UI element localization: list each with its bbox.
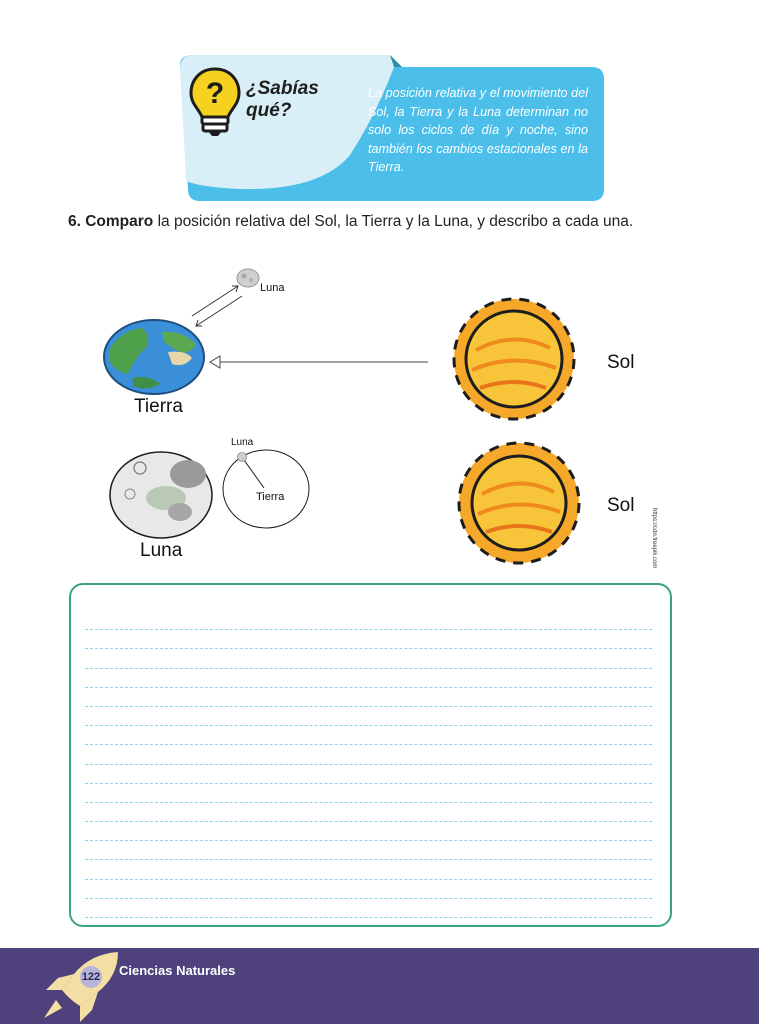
writing-line [85, 822, 652, 841]
orbit-moon-label: Luna [231, 437, 254, 448]
sabias-que-text: La posición relativa y el movimiento del Sol, la Tierra y la Luna determinan no solo los ciclos de día y noche, sino también los cambios estacionales en la Tierra. [368, 86, 588, 174]
page-number: 122 [80, 966, 102, 988]
question-6 [68, 213, 633, 231]
earth-label: Tierra [134, 396, 183, 417]
writing-line [85, 860, 652, 879]
subject-title: Ciencias Naturales [119, 963, 236, 978]
writing-line [85, 707, 652, 726]
writing-line [85, 611, 652, 630]
writing-line [85, 669, 652, 688]
svg-text:?: ? [205, 77, 225, 110]
orbit-diagram [222, 448, 312, 530]
answer-writing-area[interactable] [69, 583, 672, 927]
moon-image [108, 450, 214, 540]
sun-image-2 [452, 434, 586, 572]
writing-line [85, 803, 652, 822]
writing-line [85, 784, 652, 803]
writing-line [85, 630, 652, 649]
question-number: 6. Comparo [68, 213, 154, 230]
earth-moon-arrows [186, 282, 248, 330]
writing-line [85, 745, 652, 764]
writing-line [85, 841, 652, 860]
orbit-earth-label: Tierra [256, 491, 285, 503]
moon-small-label: Luna [260, 282, 285, 294]
writing-line [85, 688, 652, 707]
writing-line [85, 880, 652, 899]
rocket-icon [40, 950, 124, 1024]
writing-line [85, 899, 652, 918]
writing-line [85, 649, 652, 668]
moon-label: Luna [140, 540, 183, 561]
sun-label-2: Sol [607, 495, 635, 516]
question-text: la posición relativa del Sol, la Tierra y la Luna, y describo a cada una. [153, 213, 634, 230]
writing-lines [85, 611, 652, 918]
sun-label-1: Sol [607, 352, 635, 373]
writing-line [85, 765, 652, 784]
lightbulb-question-icon [188, 66, 242, 138]
image-credit: https://cdn.freepik.com [651, 508, 657, 569]
sabias-que-title: ¿Sabías qué? [246, 78, 319, 121]
sun-earth-arrow [208, 354, 430, 370]
sun-image-1 [446, 290, 582, 428]
writing-line [85, 726, 652, 745]
